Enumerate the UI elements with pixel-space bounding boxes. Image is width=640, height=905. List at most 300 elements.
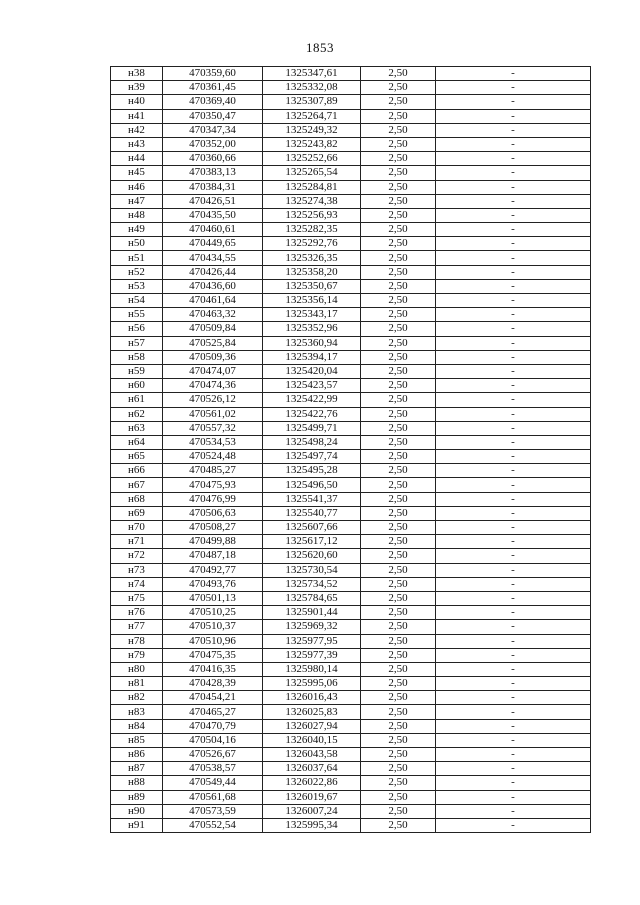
y-coordinate-cell: 1325423,57 (263, 379, 361, 393)
point-id-cell: н69 (111, 506, 163, 520)
y-coordinate-cell: 1325350,67 (263, 279, 361, 293)
table-row (111, 123, 591, 137)
table-row (111, 719, 591, 733)
table-row (111, 563, 591, 577)
description-cell: - (436, 251, 591, 265)
accuracy-cell: 2,50 (361, 251, 436, 265)
x-coordinate-cell: 470510,37 (163, 620, 263, 634)
description-cell: - (436, 549, 591, 563)
accuracy-cell: 2,50 (361, 152, 436, 166)
accuracy-cell: 2,50 (361, 804, 436, 818)
table-row (111, 393, 591, 407)
y-coordinate-cell: 1326007,24 (263, 804, 361, 818)
y-coordinate-cell: 1326025,83 (263, 705, 361, 719)
accuracy-cell: 2,50 (361, 677, 436, 691)
point-id-cell: н45 (111, 166, 163, 180)
description-cell: - (436, 393, 591, 407)
accuracy-cell: 2,50 (361, 208, 436, 222)
table-row (111, 308, 591, 322)
x-coordinate-cell: 470526,12 (163, 393, 263, 407)
accuracy-cell: 2,50 (361, 350, 436, 364)
point-id-cell: н40 (111, 95, 163, 109)
x-coordinate-cell: 470526,67 (163, 748, 263, 762)
description-cell: - (436, 194, 591, 208)
accuracy-cell: 2,50 (361, 563, 436, 577)
table-row (111, 137, 591, 151)
table-row (111, 109, 591, 123)
x-coordinate-cell: 470509,36 (163, 350, 263, 364)
y-coordinate-cell: 1325784,65 (263, 591, 361, 605)
point-id-cell: н78 (111, 634, 163, 648)
accuracy-cell: 2,50 (361, 492, 436, 506)
description-cell: - (436, 364, 591, 378)
description-cell: - (436, 265, 591, 279)
table-row (111, 336, 591, 350)
accuracy-cell: 2,50 (361, 95, 436, 109)
point-id-cell: н61 (111, 393, 163, 407)
accuracy-cell: 2,50 (361, 265, 436, 279)
x-coordinate-cell: 470359,60 (163, 67, 263, 81)
accuracy-cell: 2,50 (361, 535, 436, 549)
x-coordinate-cell: 470454,21 (163, 691, 263, 705)
x-coordinate-cell: 470361,45 (163, 81, 263, 95)
y-coordinate-cell: 1325274,38 (263, 194, 361, 208)
y-coordinate-cell: 1326037,64 (263, 762, 361, 776)
x-coordinate-cell: 470508,27 (163, 521, 263, 535)
x-coordinate-cell: 470538,57 (163, 762, 263, 776)
description-cell: - (436, 379, 591, 393)
point-id-cell: н68 (111, 492, 163, 506)
description-cell: - (436, 109, 591, 123)
point-id-cell: н85 (111, 733, 163, 747)
description-cell: - (436, 634, 591, 648)
accuracy-cell: 2,50 (361, 279, 436, 293)
accuracy-cell: 2,50 (361, 549, 436, 563)
y-coordinate-cell: 1325282,35 (263, 223, 361, 237)
table-row (111, 435, 591, 449)
description-cell: - (436, 421, 591, 435)
table-row (111, 322, 591, 336)
point-id-cell: н74 (111, 577, 163, 591)
table-row (111, 776, 591, 790)
y-coordinate-cell: 1325540,77 (263, 506, 361, 520)
x-coordinate-cell: 470350,47 (163, 109, 263, 123)
accuracy-cell: 2,50 (361, 435, 436, 449)
description-cell: - (436, 166, 591, 180)
description-cell: - (436, 322, 591, 336)
accuracy-cell: 2,50 (361, 180, 436, 194)
table-row (111, 223, 591, 237)
accuracy-cell: 2,50 (361, 506, 436, 520)
table-row (111, 81, 591, 95)
accuracy-cell: 2,50 (361, 393, 436, 407)
point-id-cell: н42 (111, 123, 163, 137)
y-coordinate-cell: 1325256,93 (263, 208, 361, 222)
y-coordinate-cell: 1325422,76 (263, 407, 361, 421)
point-id-cell: н75 (111, 591, 163, 605)
y-coordinate-cell: 1325358,20 (263, 265, 361, 279)
x-coordinate-cell: 470573,59 (163, 804, 263, 818)
x-coordinate-cell: 470561,68 (163, 790, 263, 804)
y-coordinate-cell: 1325307,89 (263, 95, 361, 109)
x-coordinate-cell: 470460,61 (163, 223, 263, 237)
description-cell: - (436, 818, 591, 832)
accuracy-cell: 2,50 (361, 691, 436, 705)
accuracy-cell: 2,50 (361, 336, 436, 350)
accuracy-cell: 2,50 (361, 478, 436, 492)
table-row (111, 535, 591, 549)
x-coordinate-cell: 470549,44 (163, 776, 263, 790)
y-coordinate-cell: 1325497,74 (263, 450, 361, 464)
point-id-cell: н55 (111, 308, 163, 322)
table-row (111, 620, 591, 634)
accuracy-cell: 2,50 (361, 648, 436, 662)
y-coordinate-cell: 1325284,81 (263, 180, 361, 194)
description-cell: - (436, 95, 591, 109)
description-cell: - (436, 733, 591, 747)
table-row (111, 237, 591, 251)
y-coordinate-cell: 1326019,67 (263, 790, 361, 804)
point-id-cell: н43 (111, 137, 163, 151)
accuracy-cell: 2,50 (361, 67, 436, 81)
accuracy-cell: 2,50 (361, 521, 436, 535)
description-cell: - (436, 790, 591, 804)
accuracy-cell: 2,50 (361, 123, 436, 137)
x-coordinate-cell: 470534,53 (163, 435, 263, 449)
y-coordinate-cell: 1325352,96 (263, 322, 361, 336)
y-coordinate-cell: 1326027,94 (263, 719, 361, 733)
table-row (111, 478, 591, 492)
point-id-cell: н60 (111, 379, 163, 393)
description-cell: - (436, 279, 591, 293)
table-row (111, 606, 591, 620)
description-cell: - (436, 208, 591, 222)
table-row (111, 208, 591, 222)
accuracy-cell: 2,50 (361, 109, 436, 123)
y-coordinate-cell: 1325995,34 (263, 818, 361, 832)
description-cell: - (436, 407, 591, 421)
y-coordinate-cell: 1325332,08 (263, 81, 361, 95)
accuracy-cell: 2,50 (361, 748, 436, 762)
x-coordinate-cell: 470436,60 (163, 279, 263, 293)
x-coordinate-cell: 470474,07 (163, 364, 263, 378)
description-cell: - (436, 123, 591, 137)
point-id-cell: н64 (111, 435, 163, 449)
description-cell: - (436, 606, 591, 620)
y-coordinate-cell: 1326043,58 (263, 748, 361, 762)
y-coordinate-cell: 1326040,15 (263, 733, 361, 747)
accuracy-cell: 2,50 (361, 620, 436, 634)
table-row (111, 67, 591, 81)
description-cell: - (436, 237, 591, 251)
description-cell: - (436, 308, 591, 322)
point-id-cell: н63 (111, 421, 163, 435)
x-coordinate-cell: 470504,16 (163, 733, 263, 747)
x-coordinate-cell: 470499,88 (163, 535, 263, 549)
x-coordinate-cell: 470475,35 (163, 648, 263, 662)
point-id-cell: н65 (111, 450, 163, 464)
description-cell: - (436, 464, 591, 478)
point-id-cell: н71 (111, 535, 163, 549)
accuracy-cell: 2,50 (361, 379, 436, 393)
y-coordinate-cell: 1325617,12 (263, 535, 361, 549)
description-cell: - (436, 804, 591, 818)
x-coordinate-cell: 470461,64 (163, 294, 263, 308)
description-cell: - (436, 492, 591, 506)
accuracy-cell: 2,50 (361, 577, 436, 591)
y-coordinate-cell: 1325326,35 (263, 251, 361, 265)
point-id-cell: н59 (111, 364, 163, 378)
table-row (111, 591, 591, 605)
x-coordinate-cell: 470506,63 (163, 506, 263, 520)
description-cell: - (436, 662, 591, 676)
point-id-cell: н86 (111, 748, 163, 762)
page-number: 1853 (306, 40, 334, 55)
description-cell: - (436, 691, 591, 705)
point-id-cell: н80 (111, 662, 163, 676)
point-id-cell: н72 (111, 549, 163, 563)
x-coordinate-cell: 470434,55 (163, 251, 263, 265)
point-id-cell: н44 (111, 152, 163, 166)
y-coordinate-cell: 1325360,94 (263, 336, 361, 350)
table-row (111, 762, 591, 776)
table-row (111, 634, 591, 648)
x-coordinate-cell: 470369,40 (163, 95, 263, 109)
description-cell: - (436, 506, 591, 520)
x-coordinate-cell: 470465,27 (163, 705, 263, 719)
x-coordinate-cell: 470493,76 (163, 577, 263, 591)
x-coordinate-cell: 470347,34 (163, 123, 263, 137)
table-row (111, 521, 591, 535)
y-coordinate-cell: 1325995,06 (263, 677, 361, 691)
y-coordinate-cell: 1325496,50 (263, 478, 361, 492)
description-cell: - (436, 81, 591, 95)
point-id-cell: н87 (111, 762, 163, 776)
point-id-cell: н83 (111, 705, 163, 719)
table-row (111, 818, 591, 832)
x-coordinate-cell: 470501,13 (163, 591, 263, 605)
accuracy-cell: 2,50 (361, 818, 436, 832)
x-coordinate-cell: 470510,25 (163, 606, 263, 620)
description-cell: - (436, 620, 591, 634)
point-id-cell: н66 (111, 464, 163, 478)
accuracy-cell: 2,50 (361, 308, 436, 322)
description-cell: - (436, 435, 591, 449)
description-cell: - (436, 705, 591, 719)
y-coordinate-cell: 1325495,28 (263, 464, 361, 478)
point-id-cell: н49 (111, 223, 163, 237)
table-row (111, 748, 591, 762)
x-coordinate-cell: 470352,00 (163, 137, 263, 151)
x-coordinate-cell: 470463,32 (163, 308, 263, 322)
point-id-cell: н67 (111, 478, 163, 492)
point-id-cell: н51 (111, 251, 163, 265)
description-cell: - (436, 577, 591, 591)
x-coordinate-cell: 470510,96 (163, 634, 263, 648)
y-coordinate-cell: 1325420,04 (263, 364, 361, 378)
table-row (111, 350, 591, 364)
accuracy-cell: 2,50 (361, 662, 436, 676)
table-row (111, 265, 591, 279)
y-coordinate-cell: 1325734,52 (263, 577, 361, 591)
table-row (111, 549, 591, 563)
x-coordinate-cell: 470428,39 (163, 677, 263, 691)
description-cell: - (436, 521, 591, 535)
accuracy-cell: 2,50 (361, 294, 436, 308)
accuracy-cell: 2,50 (361, 733, 436, 747)
table-row (111, 152, 591, 166)
table-row (111, 492, 591, 506)
y-coordinate-cell: 1325265,54 (263, 166, 361, 180)
accuracy-cell: 2,50 (361, 790, 436, 804)
point-id-cell: н79 (111, 648, 163, 662)
accuracy-cell: 2,50 (361, 776, 436, 790)
point-id-cell: н70 (111, 521, 163, 535)
point-id-cell: н48 (111, 208, 163, 222)
table-row (111, 506, 591, 520)
point-id-cell: н53 (111, 279, 163, 293)
y-coordinate-cell: 1325249,32 (263, 123, 361, 137)
x-coordinate-cell: 470426,51 (163, 194, 263, 208)
accuracy-cell: 2,50 (361, 166, 436, 180)
description-cell: - (436, 336, 591, 350)
description-cell: - (436, 152, 591, 166)
y-coordinate-cell: 1325607,66 (263, 521, 361, 535)
x-coordinate-cell: 470557,32 (163, 421, 263, 435)
description-cell: - (436, 563, 591, 577)
y-coordinate-cell: 1325243,82 (263, 137, 361, 151)
x-coordinate-cell: 470384,31 (163, 180, 263, 194)
table-row (111, 648, 591, 662)
point-id-cell: н76 (111, 606, 163, 620)
y-coordinate-cell: 1325730,54 (263, 563, 361, 577)
description-cell: - (436, 719, 591, 733)
accuracy-cell: 2,50 (361, 450, 436, 464)
point-id-cell: н84 (111, 719, 163, 733)
x-coordinate-cell: 470509,84 (163, 322, 263, 336)
y-coordinate-cell: 1325264,71 (263, 109, 361, 123)
accuracy-cell: 2,50 (361, 194, 436, 208)
y-coordinate-cell: 1325977,39 (263, 648, 361, 662)
accuracy-cell: 2,50 (361, 407, 436, 421)
point-id-cell: н90 (111, 804, 163, 818)
point-id-cell: н41 (111, 109, 163, 123)
y-coordinate-cell: 1325252,66 (263, 152, 361, 166)
accuracy-cell: 2,50 (361, 364, 436, 378)
table-row (111, 577, 591, 591)
point-id-cell: н58 (111, 350, 163, 364)
x-coordinate-cell: 470383,13 (163, 166, 263, 180)
x-coordinate-cell: 470485,27 (163, 464, 263, 478)
description-cell: - (436, 294, 591, 308)
description-cell: - (436, 350, 591, 364)
point-id-cell: н52 (111, 265, 163, 279)
accuracy-cell: 2,50 (361, 421, 436, 435)
accuracy-cell: 2,50 (361, 81, 436, 95)
accuracy-cell: 2,50 (361, 762, 436, 776)
point-id-cell: н77 (111, 620, 163, 634)
y-coordinate-cell: 1325977,95 (263, 634, 361, 648)
accuracy-cell: 2,50 (361, 223, 436, 237)
point-id-cell: н54 (111, 294, 163, 308)
point-id-cell: н39 (111, 81, 163, 95)
y-coordinate-cell: 1325969,32 (263, 620, 361, 634)
table-row (111, 194, 591, 208)
accuracy-cell: 2,50 (361, 237, 436, 251)
description-cell: - (436, 648, 591, 662)
table-row (111, 733, 591, 747)
x-coordinate-cell: 470476,99 (163, 492, 263, 506)
description-cell: - (436, 478, 591, 492)
table-row (111, 705, 591, 719)
table-row (111, 450, 591, 464)
table-row (111, 251, 591, 265)
y-coordinate-cell: 1325901,44 (263, 606, 361, 620)
coordinates-table-body (111, 67, 591, 833)
table-row (111, 364, 591, 378)
point-id-cell: н57 (111, 336, 163, 350)
description-cell: - (436, 67, 591, 81)
point-id-cell: н88 (111, 776, 163, 790)
y-coordinate-cell: 1325620,60 (263, 549, 361, 563)
point-id-cell: н46 (111, 180, 163, 194)
table-row (111, 379, 591, 393)
point-id-cell: н47 (111, 194, 163, 208)
x-coordinate-cell: 470449,65 (163, 237, 263, 251)
accuracy-cell: 2,50 (361, 606, 436, 620)
table-row (111, 166, 591, 180)
description-cell: - (436, 535, 591, 549)
description-cell: - (436, 677, 591, 691)
table-row (111, 294, 591, 308)
point-id-cell: н82 (111, 691, 163, 705)
y-coordinate-cell: 1325980,14 (263, 662, 361, 676)
accuracy-cell: 2,50 (361, 137, 436, 151)
description-cell: - (436, 180, 591, 194)
point-id-cell: н89 (111, 790, 163, 804)
point-id-cell: н38 (111, 67, 163, 81)
table-row (111, 464, 591, 478)
description-cell: - (436, 776, 591, 790)
y-coordinate-cell: 1325541,37 (263, 492, 361, 506)
description-cell: - (436, 223, 591, 237)
y-coordinate-cell: 1325394,17 (263, 350, 361, 364)
y-coordinate-cell: 1325347,61 (263, 67, 361, 81)
description-cell: - (436, 450, 591, 464)
point-id-cell: н73 (111, 563, 163, 577)
x-coordinate-cell: 470487,18 (163, 549, 263, 563)
description-cell: - (436, 762, 591, 776)
x-coordinate-cell: 470492,77 (163, 563, 263, 577)
point-id-cell: н81 (111, 677, 163, 691)
accuracy-cell: 2,50 (361, 705, 436, 719)
table-row (111, 95, 591, 109)
table-row (111, 407, 591, 421)
description-cell: - (436, 748, 591, 762)
x-coordinate-cell: 470416,35 (163, 662, 263, 676)
table-row (111, 180, 591, 194)
table-row (111, 677, 591, 691)
y-coordinate-cell: 1325343,17 (263, 308, 361, 322)
accuracy-cell: 2,50 (361, 322, 436, 336)
x-coordinate-cell: 470552,54 (163, 818, 263, 832)
table-row (111, 662, 591, 676)
table-row (111, 279, 591, 293)
point-id-cell: н91 (111, 818, 163, 832)
x-coordinate-cell: 470426,44 (163, 265, 263, 279)
accuracy-cell: 2,50 (361, 591, 436, 605)
point-id-cell: н62 (111, 407, 163, 421)
